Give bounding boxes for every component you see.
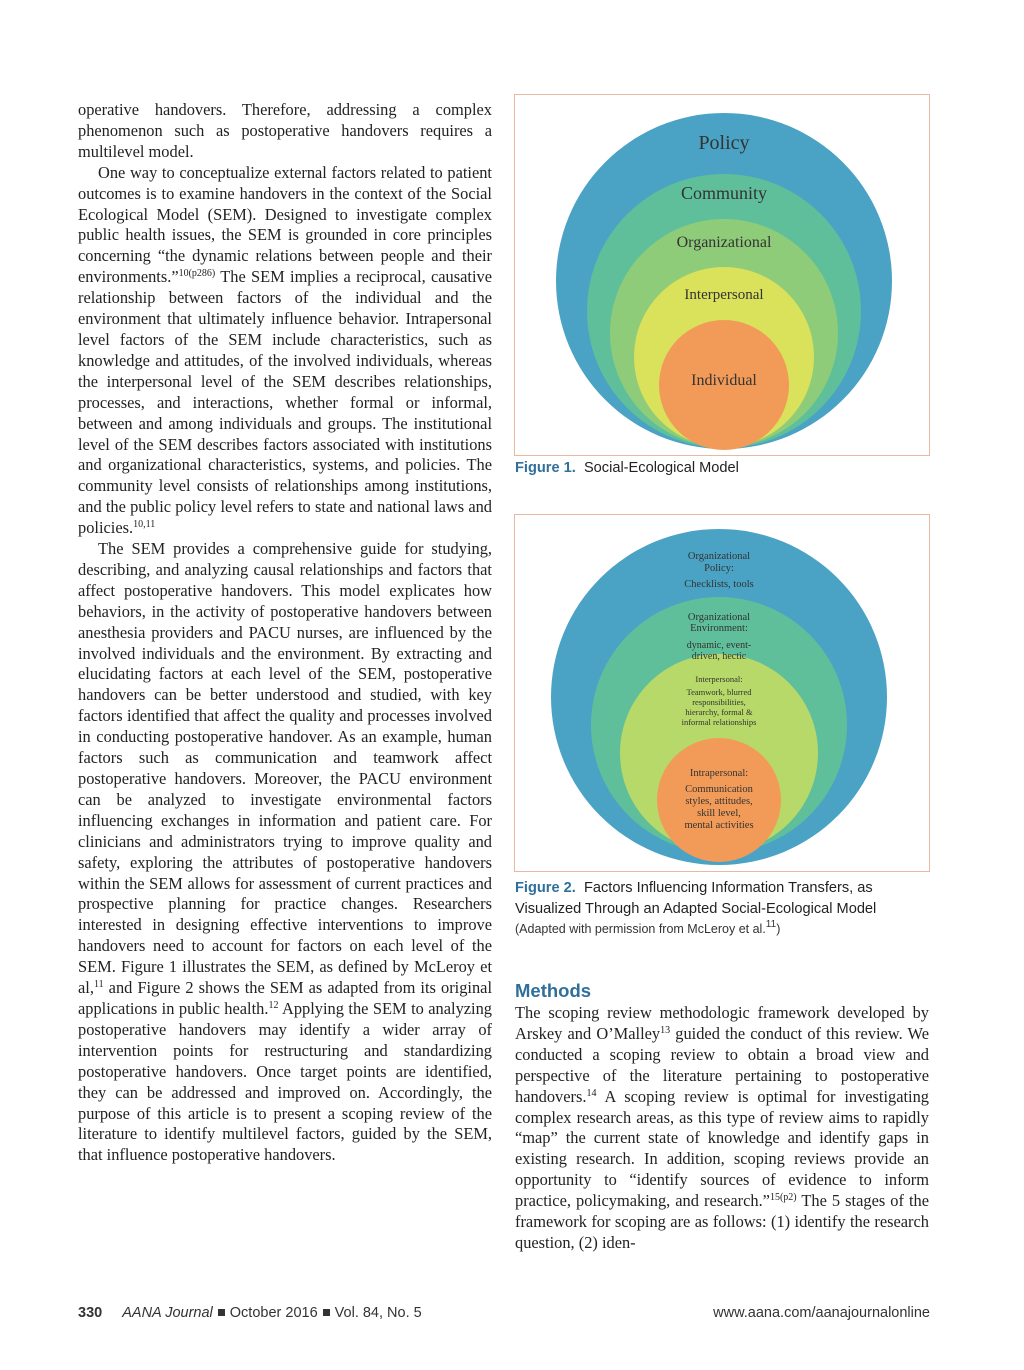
citation: 14 [586,1087,597,1099]
methods-heading: Methods [515,980,592,1001]
intrapersonal-line-1: Intrapersonal: [689,768,749,779]
policy-line-2: Policy: [704,563,734,574]
citation: 10(p286) [178,268,216,280]
environment-line-3: dynamic, event- [686,640,752,651]
citation: 10,11 [133,519,156,531]
separator-square-icon [218,1309,225,1316]
methods-text-c: A scoping review is optimal for investigating complex research areas, as this type of review aims to rapidly “map” the current state of knowledge and identify gaps in existing research. In addition, scoping reviews provide an opportunity to “identify sources of evidence to inform practice, policymaking, and research.” [515,1086,929,1211]
citation: 11 [765,919,777,930]
policy-line-3: Checklists, tools [684,579,754,590]
caption-note-end: ) [776,922,781,936]
caption-note-text: (Adapted with permission from McLeroy et al. [515,922,766,936]
methods-text-b: guided the conduct of this review. We conducted a scoping review to obtain a broad view and perspective of the literature pertaining to postoperative handovers. [515,1023,929,1106]
paragraph-3-text-a: The SEM provides a comprehensive guide for studying, describing, and analyzing causal relationships and factors that affect postoperative handovers. This model explicates how behaviors, in the activity of postoperative handovers between anesthesia providers and PACU nurses, are influenced by the involved individuals and the environment. By extracting and elucidating factors at each level of the SEM, postoperative handovers can be better understood and studied, with key factors identified that affect the quality and processes involved in conducting postoperative handover. As an example, human factors such as communication and teamwork affect postoperative handovers. Moreover, the PACU environment can be analyzed to investigate environmental factors influencing exchanges in information and patient care. For clinicians and administrators trying to improve quality and safety, exploring the attributes of postoperative handovers within the SEM allows for assessment of current practices and prospective planning for practice changes. Researchers interested in designing effective interventions to improve handovers need to account for factors on each level of the SEM. Figure 1 illustrates the SEM, as defined by McLeroy et al, [78,539,492,998]
figure-1-diagram [515,95,929,455]
journal-name: AANA Journal [122,1305,213,1321]
paragraph-3-text-b: and Figure 2 shows the SEM as adapted from its original applications in public health. [78,978,492,1018]
page-footer [78,1305,930,1325]
environment-line-1: Organizational [687,612,751,623]
environment-line-4: driven, hectic [691,651,747,662]
methods-text-d: The 5 stages of the framework for scoping are as follows: (1) identify the research question, (2) iden- [515,1191,929,1252]
interpersonal-line-5: informal relationships [681,717,757,727]
page-number: 330 [78,1305,103,1321]
citation: 13 [660,1024,671,1036]
intrapersonal-line-4: skill level, [697,808,741,819]
figure-2-diagram [515,515,929,871]
citation: 11 [93,979,104,991]
citation: 12 [268,999,279,1011]
figure-1-caption [515,458,935,479]
paragraph-3 [78,539,492,1166]
figure-2-caption [515,878,935,940]
community-label: Community [680,183,768,203]
paragraph-1: operative handovers. Therefore, addressing a complex phenomenon such as postoperative handovers requires a multilevel model. [78,100,492,161]
paragraph-2 [78,163,492,539]
intrapersonal-line-3: styles, attitudes, [685,796,753,807]
figure-2-caption-label: Figure 2. [515,880,576,896]
interpersonal-line-1: Interpersonal: [695,674,743,684]
policy-line-1: Organizational [687,551,751,562]
interpersonal-label: Interpersonal [684,287,764,303]
figure-2 [514,514,930,872]
figure-1 [514,94,930,456]
interpersonal-line-2: Teamwork, blurred [686,687,752,697]
paragraph-3-text-c: Applying the SEM to analyzing postoperative handovers may identify a wider array of intervention points for restructuring and standardizing postoperative handovers. Once target points are identified, they can be addressed and improved on. Accordingly, the purpose of this article is to present a scoping review of the literature to identify multilevel factors, guided by the SEM, that influence postoperative handovers. [78,998,492,1165]
organizational-label: Organizational [676,234,772,251]
left-column [78,100,492,1166]
paragraph-2-text-b: The SEM implies a reciprocal, causative relationship between factors of the individual and the environment that ultimately influence behavior. Intrapersonal level factors of the SEM include characteristics, such as knowledge and attitudes, of the involved individuals, whereas the interpersonal level of the SEM describes relationships, processes, and interactions, whether formal or informal, between and among individuals and groups. The institutional level of the SEM describes factors associated with institutions and organizational characteristics, systems, and policies. The community level consists of relationships among institutions, and the public policy level refers to state and national laws and policies. [78,267,492,538]
figure-1-caption-label: Figure 1. [515,460,576,476]
individual-label: Individual [691,372,757,389]
journal-url[interactable]: www.aana.com/aanajournalonline [713,1305,930,1321]
intrapersonal-line-5: mental activities [684,820,754,831]
intrapersonal-line-2: Communication [685,784,753,795]
separator-square-icon [323,1309,330,1316]
citation: 15(p2) [769,1192,797,1204]
environment-line-2: Environment: [690,623,748,634]
footer-left [78,1305,422,1321]
policy-label: Policy [698,132,750,154]
right-column [515,1003,929,1254]
issue-date: October 2016 [229,1305,318,1321]
paragraph-2-text-a: One way to conceptualize external factors related to patient outcomes is to examine handovers in the context of the Social Ecological Model (SEM). Designed to investigate complex public health issues, the SEM is grounded in core principles concerning “the dynamic relations between people and their environments.” [78,162,492,287]
methods-paragraph [515,1003,929,1254]
figure-1-caption-text: Social-Ecological Model [583,460,739,476]
figure-2-caption-text: Factors Influencing Information Transfers, as Visualized Through an Adapted Social-Ecological Model [515,880,877,917]
volume-number: Vol. 84, No. 5 [334,1305,422,1321]
interpersonal-line-3: responsibilities, [692,697,746,707]
methods-text-a: The scoping review methodologic framework developed by Arskey and O’Malley [515,1003,929,1043]
interpersonal-line-4: hierarchy, formal & [685,707,753,717]
figure-2-caption-note [515,919,781,936]
